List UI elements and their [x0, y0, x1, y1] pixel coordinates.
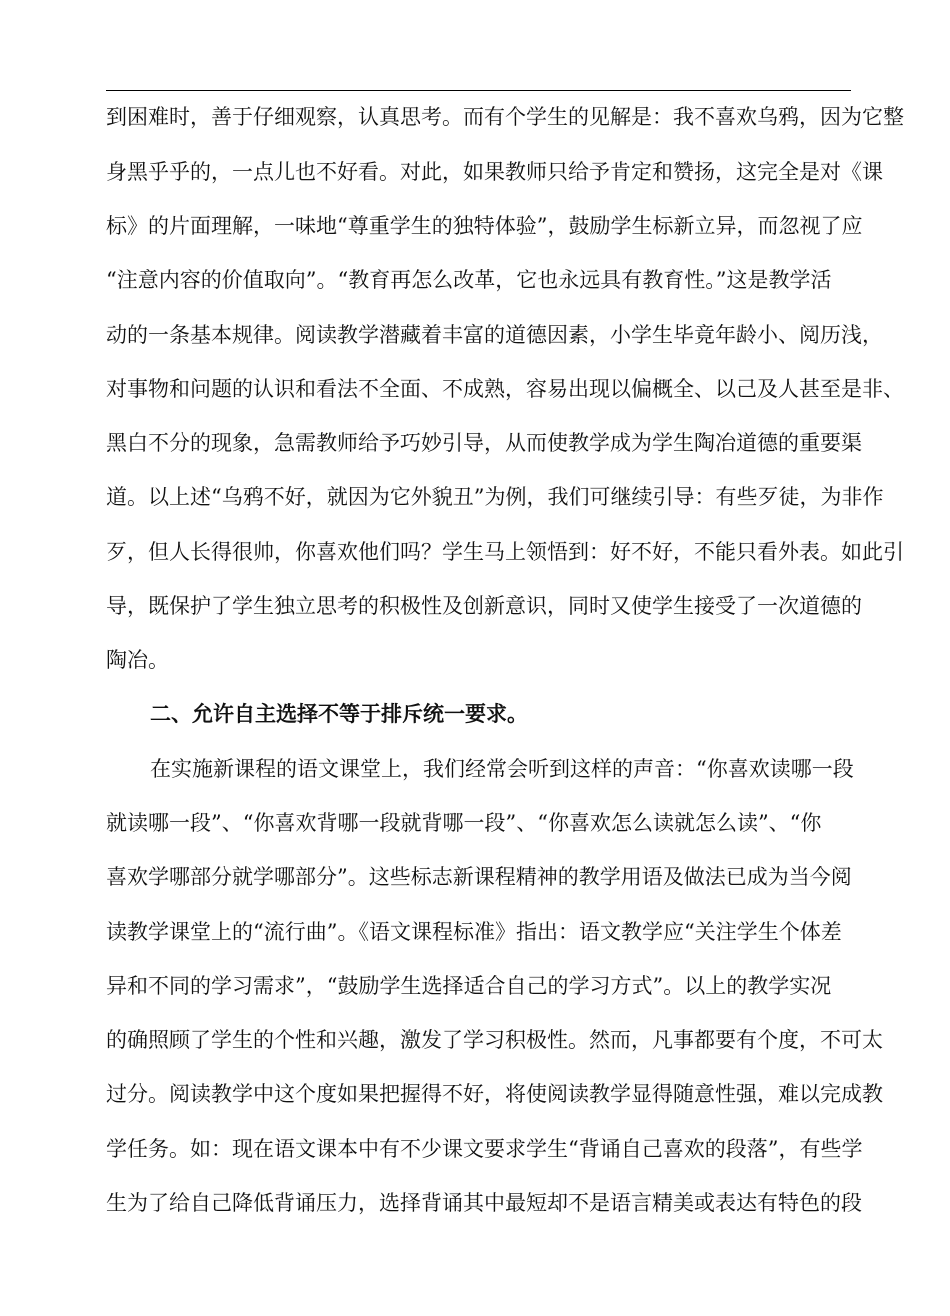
paragraph1-line-2: 身黑乎乎的，一点儿也不好看。对此，如果教师只给予肯定和赞扬，这完全是对《课	[106, 160, 883, 184]
paragraph1-line-3: 标》的片面理解，一味地“尊重学生的独特体验”，鼓励学生标新立异，而忽视了应	[106, 214, 863, 238]
paragraph2-line-3: 喜欢学哪部分就学哪部分”。这些标志新课程精神的教学用语及做法已成为当今阅	[106, 865, 852, 889]
paragraph2-line-4: 读教学课堂上的“流行曲”。《语文课程标准》指出：语文教学应“关注学生个体差	[106, 920, 842, 944]
header-rule	[106, 90, 851, 91]
paragraph1-line-6: 对事物和问题的认识和看法不全面、不成熟，容易出现以偏概全、以己及人甚至是非、	[106, 377, 904, 401]
paragraph1-line-1: 到困难时，善于仔细观察，认真思考。而有个学生的见解是：我不喜欢乌鸦，因为它整	[106, 105, 904, 129]
paragraph1-line-5: 动的一条基本规律。阅读教学潜藏着丰富的道德因素，小学生毕竟年龄小、阅历浅，	[106, 323, 883, 347]
paragraph2-line-7: 过分。阅读教学中这个度如果把握得不好，将使阅读教学显得随意性强，难以完成教	[106, 1082, 883, 1106]
paragraph2-line-5: 异和不同的学习需求”，“鼓励学生选择适合自己的学习方式”。以上的教学实况	[106, 974, 832, 998]
section-heading: 二、允许自主选择不等于排斥统一要求。	[150, 702, 528, 726]
paragraph2-line-8: 学任务。如：现在语文课本中有不少课文要求学生“背诵自己喜欢的段落”，有些学	[106, 1137, 863, 1161]
paragraph2-line-1: 在实施新课程的语文课堂上，我们经常会听到这样的声音：“你喜欢读哪一段	[150, 757, 854, 781]
paragraph1-line-7: 黑白不分的现象，急需教师给予巧妙引导，从而使教学成为学生陶冶道德的重要渠	[106, 431, 862, 455]
paragraph1-line-9: 歹，但人长得很帅，你喜欢他们吗？学生马上领悟到：好不好，不能只看外表。如此引	[106, 540, 904, 564]
paragraph1-line-11: 陶冶。	[106, 648, 169, 672]
paragraph2-line-9: 生为了给自己降低背诵压力，选择背诵其中最短却不是语言精美或表达有特色的段	[106, 1191, 862, 1215]
paragraph1-line-8: 道。以上述“乌鸦不好，就因为它外貌丑”为例，我们可继续引导：有些歹徒，为非作	[106, 485, 884, 509]
paragraph1-line-4: “注意内容的价值取向”。“教育再怎么改革，它也永远具有教育性。”这是教学活	[106, 268, 832, 292]
paragraph2-line-6: 的确照顾了学生的个性和兴趣，激发了学习积极性。然而，凡事都要有个度，不可太	[106, 1028, 883, 1052]
paragraph2-line-2: 就读哪一段”、“你喜欢背哪一段就背哪一段”、“你喜欢怎么读就怎么读”、“你	[106, 811, 822, 835]
paragraph1-line-10: 导，既保护了学生独立思考的积极性及创新意识，同时又使学生接受了一次道德的	[106, 594, 862, 618]
